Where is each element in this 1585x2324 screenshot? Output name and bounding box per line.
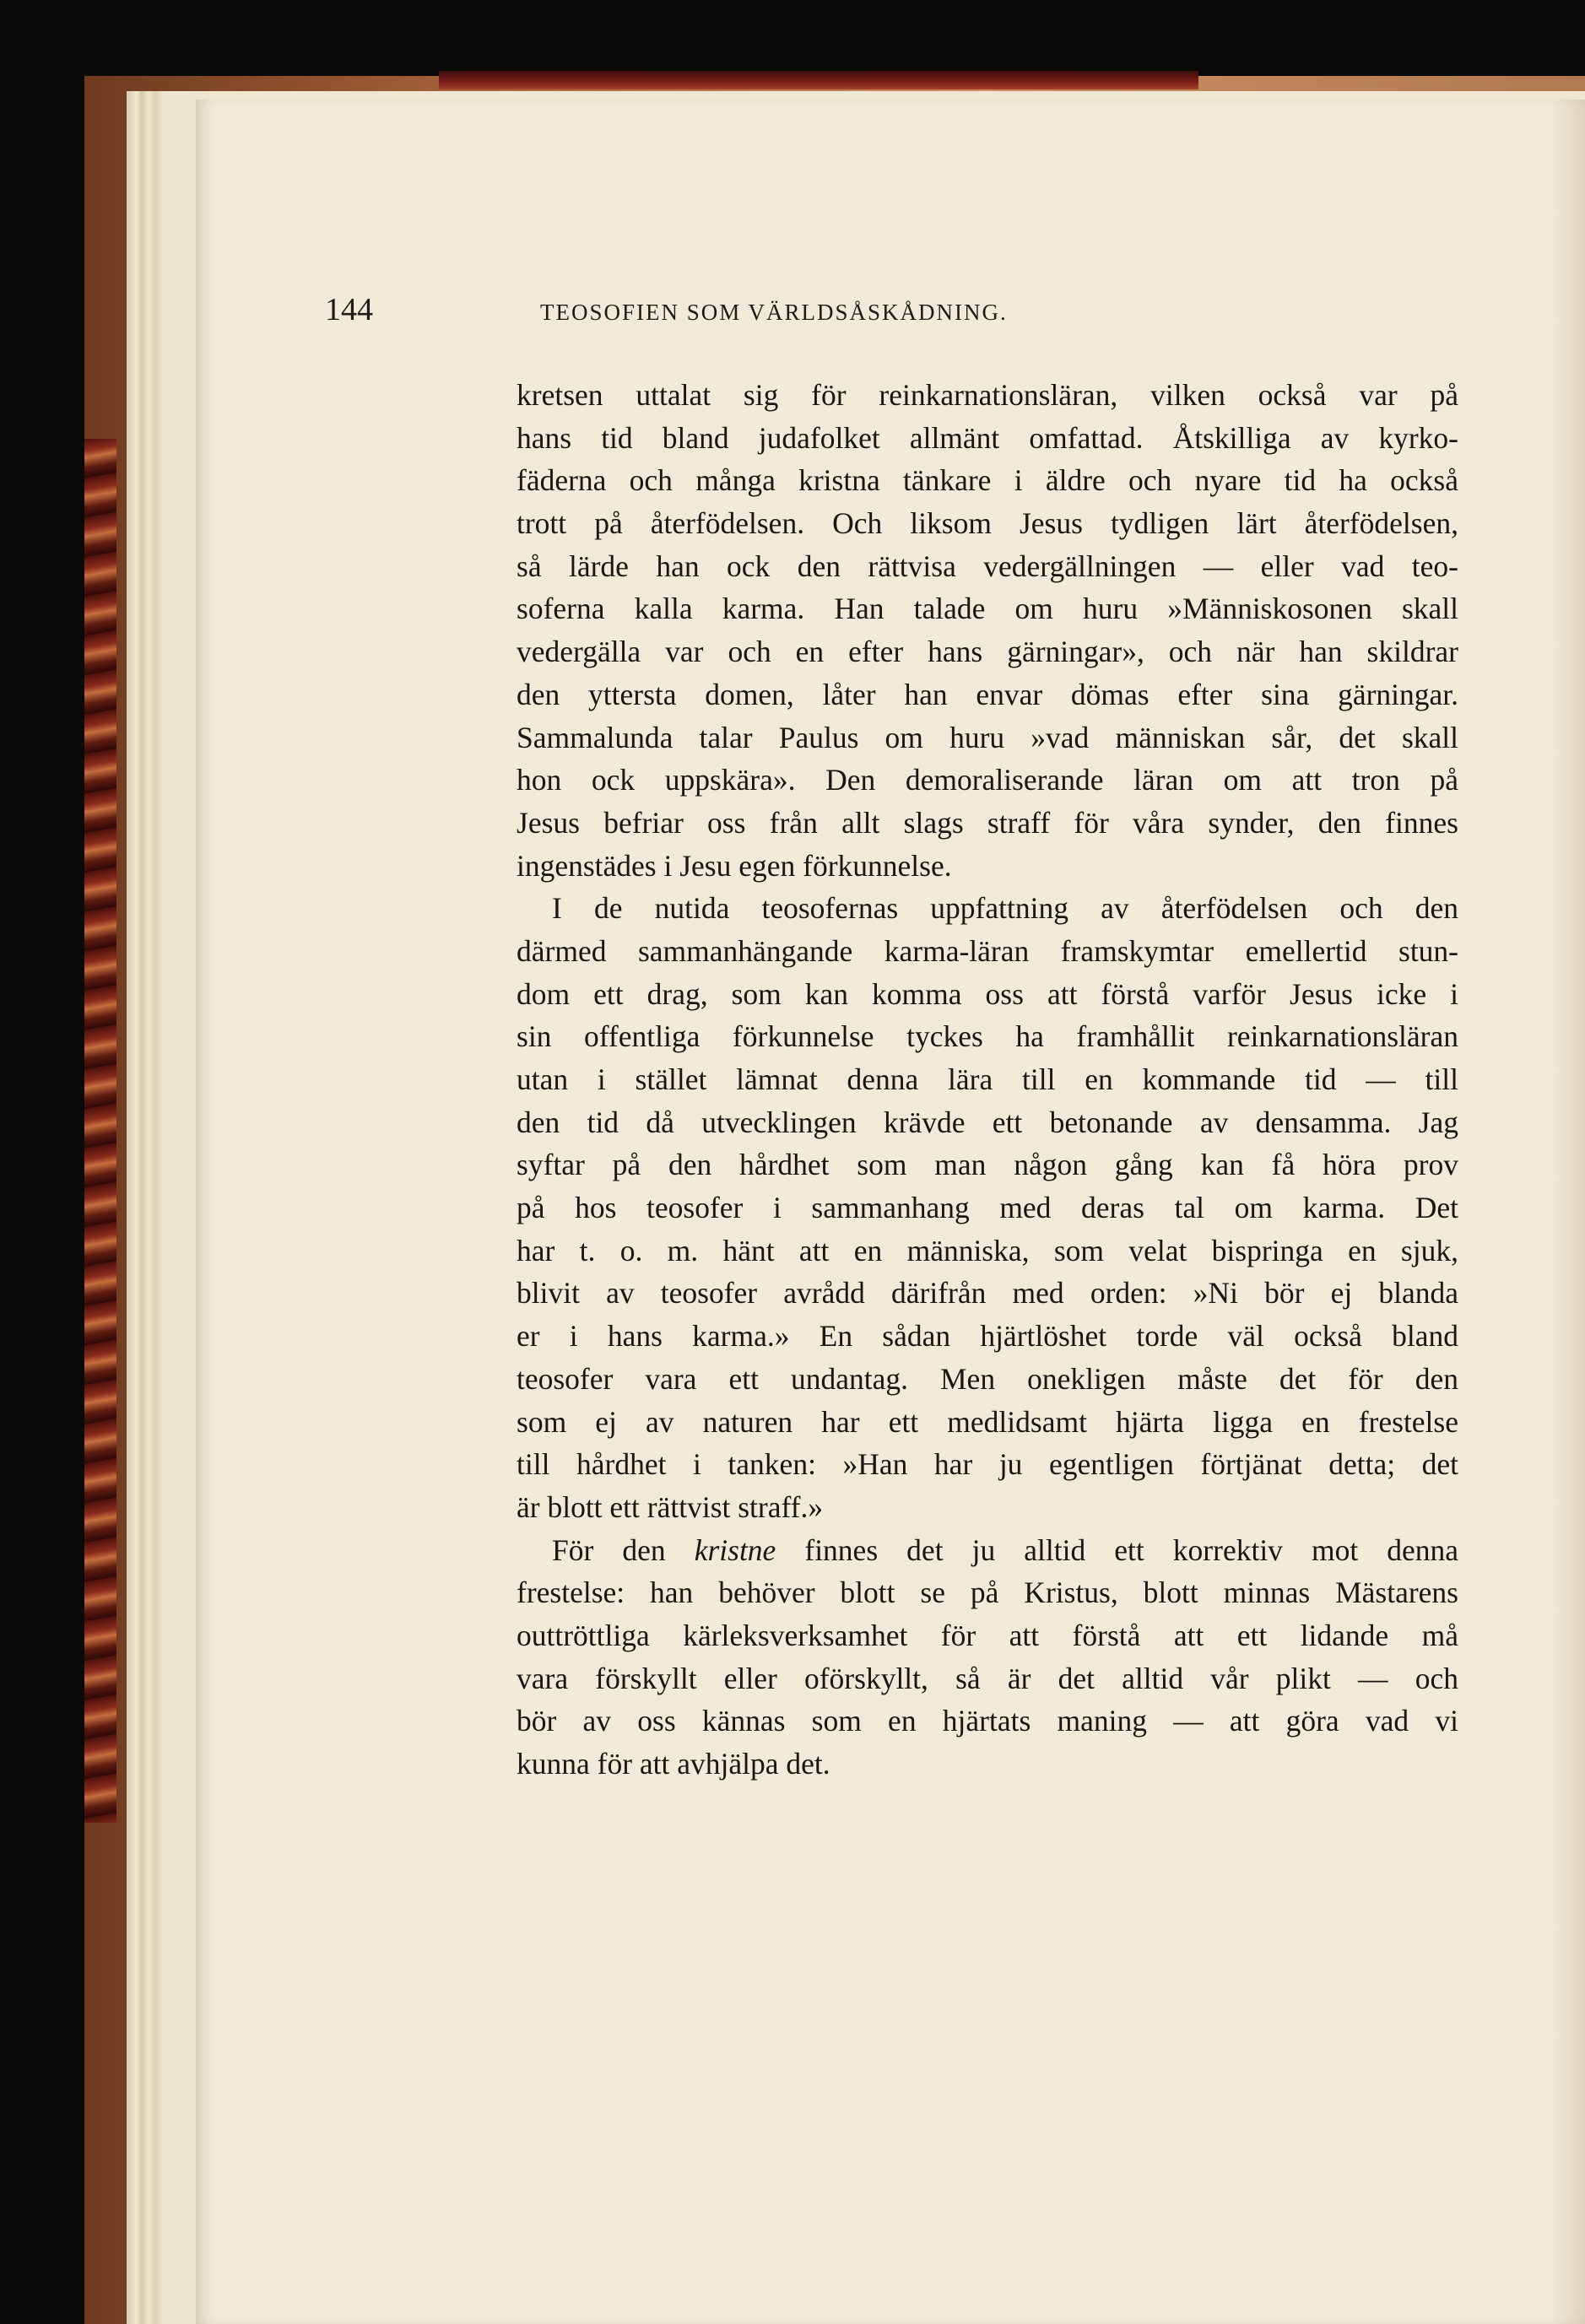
text-line: så lärde han ock den rättvisa vedergällningen — eller vad teo- <box>517 549 1458 583</box>
marbled-endpaper <box>84 439 116 1823</box>
text-line: vara förskyllt eller oförskyllt, så är det alltid vår plikt — och <box>517 1661 1458 1695</box>
text-line: som ej av naturen har ett medlidsamt hjärta ligga en frestelse <box>517 1404 1458 1439</box>
text-line: frestelse: han behöver blott se på Kristus, blott minnas Mästarens <box>517 1575 1458 1610</box>
text-fragment: För den <box>552 1532 666 1567</box>
running-header <box>325 291 1270 333</box>
text-line: kretsen uttalat sig för reinkarnationsläran, vilken också var på <box>517 378 1458 412</box>
text-line: fäderna och många kristna tänkare i äldre och nyare tid ha också <box>517 463 1458 498</box>
page-number: 144 <box>325 292 373 327</box>
text-line: trott på återfödelsen. Och liksom Jesus tydligen lärt återfödelsen, <box>517 506 1458 541</box>
text-line: utan i stället lämnat denna lära till en kommande tid — till <box>517 1062 1458 1096</box>
text-line: därmed sammanhängande karma-läran framskymtar emellertid stun- <box>517 933 1458 968</box>
text-line: kunna för att avhjälpa det. <box>517 1747 830 1781</box>
text-line: Jesus befriar oss från allt slags straff för våra synder, den finnes <box>517 805 1458 840</box>
text-line: vedergälla var och en efter hans gärningar», och när han skildrar <box>517 635 1458 669</box>
text-line: har t. o. m. hänt att en människa, som velat bispringa en sjuk, <box>517 1233 1458 1267</box>
text-fragment: finnes det ju alltid ett korrektiv mot denna <box>804 1532 1459 1567</box>
text-line: den tid då utvecklingen krävde ett betonande av densamma. Jag <box>517 1105 1458 1139</box>
text-line: outtröttliga kärleksverksamhet för att förstå att ett lidande må <box>517 1618 1458 1652</box>
text-line: hans tid bland judafolket allmänt omfattad. Åtskilliga av kyrko- <box>517 420 1458 455</box>
paragraph-start-line: I de nutida teosofernas uppfattning av återfödelsen och den <box>552 891 1458 926</box>
text-line: er i hans karma.» En sådan hjärtlöshet torde väl också bland <box>517 1319 1458 1354</box>
paragraph-start-line <box>517 1529 1458 1572</box>
text-line: den yttersta domen, låter han envar dömas efter sina gärningar. <box>517 677 1458 711</box>
page-gutter-shadow <box>1551 100 1585 2324</box>
book-cover-top-strip <box>439 71 1198 89</box>
text-line: ingenstädes i Jesu egen förkunnelse. <box>517 848 952 883</box>
text-line: syftar på den hårdhet som man någon gång kan få höra prov <box>517 1148 1458 1182</box>
text-line: på hos teosofer i sammanhang med deras tal om karma. Det <box>517 1191 1458 1225</box>
text-line: Sammalunda talar Paulus om huru »vad människan sår, det skall <box>517 720 1458 754</box>
text-line: blivit av teosofer avrådd därifrån med orden: »Ni bör ej blanda <box>517 1276 1458 1311</box>
text-line: hon ock uppskära». Den demoraliserande läran om att tron på <box>517 763 1458 797</box>
running-title: TEOSOFIEN SOM VÄRLDSÅSKÅDNING. <box>540 300 1008 325</box>
text-line: dom ett drag, som kan komma oss att förstå varför Jesus icke i <box>517 976 1458 1011</box>
text-line: soferna kalla karma. Han talade om huru »Människosonen skall <box>517 592 1458 626</box>
text-line: är blott ett rättvist straff.» <box>517 1489 824 1524</box>
text-line: teosofer vara ett undantag. Men onekligen måste det för den <box>517 1361 1458 1396</box>
text-line: bör av oss kännas som en hjärtats maning — att göra vad vi <box>517 1704 1458 1738</box>
body-text <box>517 374 1458 1786</box>
text-line: sin offentliga förkunnelse tyckes ha framhållit reinkarnationsläran <box>517 1019 1458 1054</box>
text-line: till hårdhet i tanken: »Han har ju egentligen förtjänat detta; det <box>517 1447 1458 1482</box>
italic-word: kristne <box>694 1532 776 1567</box>
